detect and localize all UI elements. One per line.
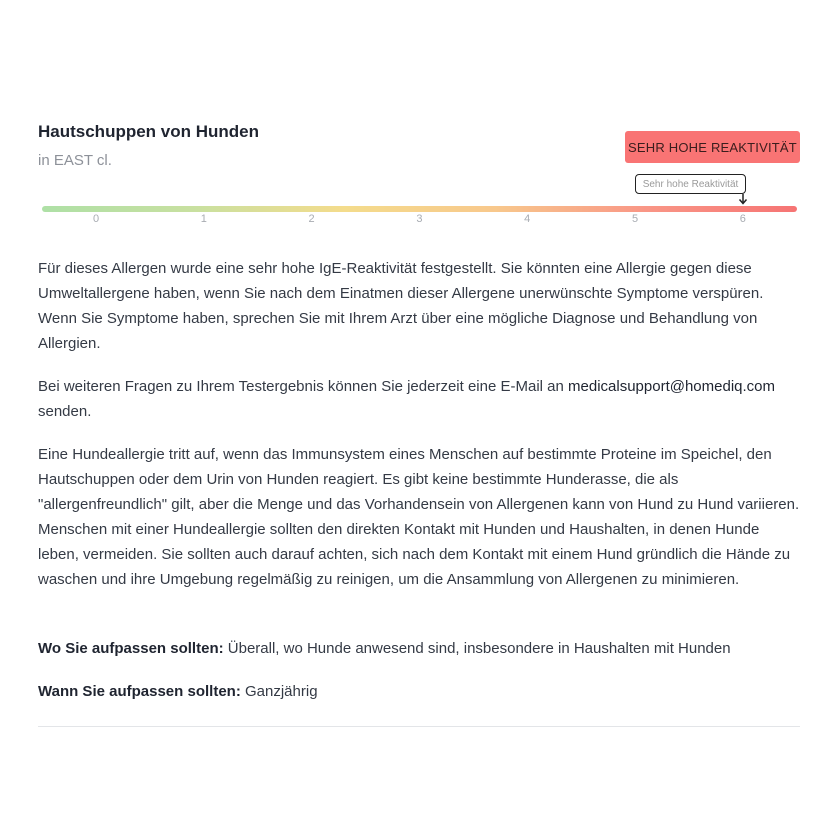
scale-tick-label: 1 (200, 213, 207, 225)
reactivity-badge: SEHR HOHE REAKTIVITÄT (625, 131, 800, 163)
allergen-info: Eine Hundeallergie tritt auf, wenn das Immunsystem eines Menschen auf bestimmte Proteine im Speichel, den Hautschuppen oder dem Urin von Hunden reagiert. Es gibt keine bestimmte Hunderasse, die als "allergenfreundlich" gilt, aber die Menge und das Vorhandensein von Allergenen kann von Hund zu Hund variieren. Menschen mit einer Hundeallergie sollten den direkten Kontakt mit Hunden und Haushalten, in denen Hunde leben, vermeiden. Sie sollten auch darauf achten, sich nach dem Kontakt mit einem Hund gründlich die Hände zu waschen und ihre Umgebung regelmäßig zu reinigen, um die Ansammlung von Allergenen zu minimieren. (38, 446, 800, 588)
arrow-down-icon (737, 194, 749, 206)
when-value: Ganzjährig (240, 683, 318, 700)
scale-ticks (0, 213, 840, 229)
when-label: Wann Sie aufpassen sollten: (38, 683, 241, 700)
allergen-unit: in EAST cl. (38, 152, 112, 169)
contact-text-after: senden. (38, 403, 92, 420)
divider (38, 726, 800, 727)
contact-text-before: Bei weiteren Fragen zu Ihrem Testergebnis können Sie jederzeit eine E-Mail an (38, 378, 569, 395)
scale-tick-label: 4 (524, 213, 531, 225)
reactivity-scale-bar (42, 206, 797, 212)
allergen-title: Hautschuppen von Hunden (38, 122, 259, 141)
result-description: Für dieses Allergen wurde eine sehr hohe IgE-Reaktivität festgestellt. Sie könnten eine Allergie gegen diese Umweltallergene haben, wenn Sie nach dem Einatmen dieser Allergene unerwünschte Symptome verspüren. Wenn Sie Symptome haben, sprechen Sie mit Ihrem Arzt über eine mögliche Diagnose und Behandlung von Allergien. (38, 260, 764, 352)
scale-tick-label: 2 (308, 213, 315, 225)
where-label: Wo Sie aufpassen sollten: (38, 640, 224, 657)
when-info (38, 679, 803, 704)
scale-tick-label: 6 (739, 213, 746, 225)
support-email-link[interactable]: medicalsupport@homediq.com (568, 378, 776, 395)
scale-marker-label: Sehr hohe Reaktivität (635, 174, 746, 194)
contact-info (38, 374, 803, 424)
where-value: Überall, wo Hunde anwesend sind, insbesondere in Haushalten mit Hunden (223, 640, 731, 657)
scale-tick-label: 3 (416, 213, 423, 225)
scale-tick-label: 0 (92, 213, 100, 225)
where-info (38, 636, 803, 661)
scale-tick-label: 5 (631, 213, 639, 225)
